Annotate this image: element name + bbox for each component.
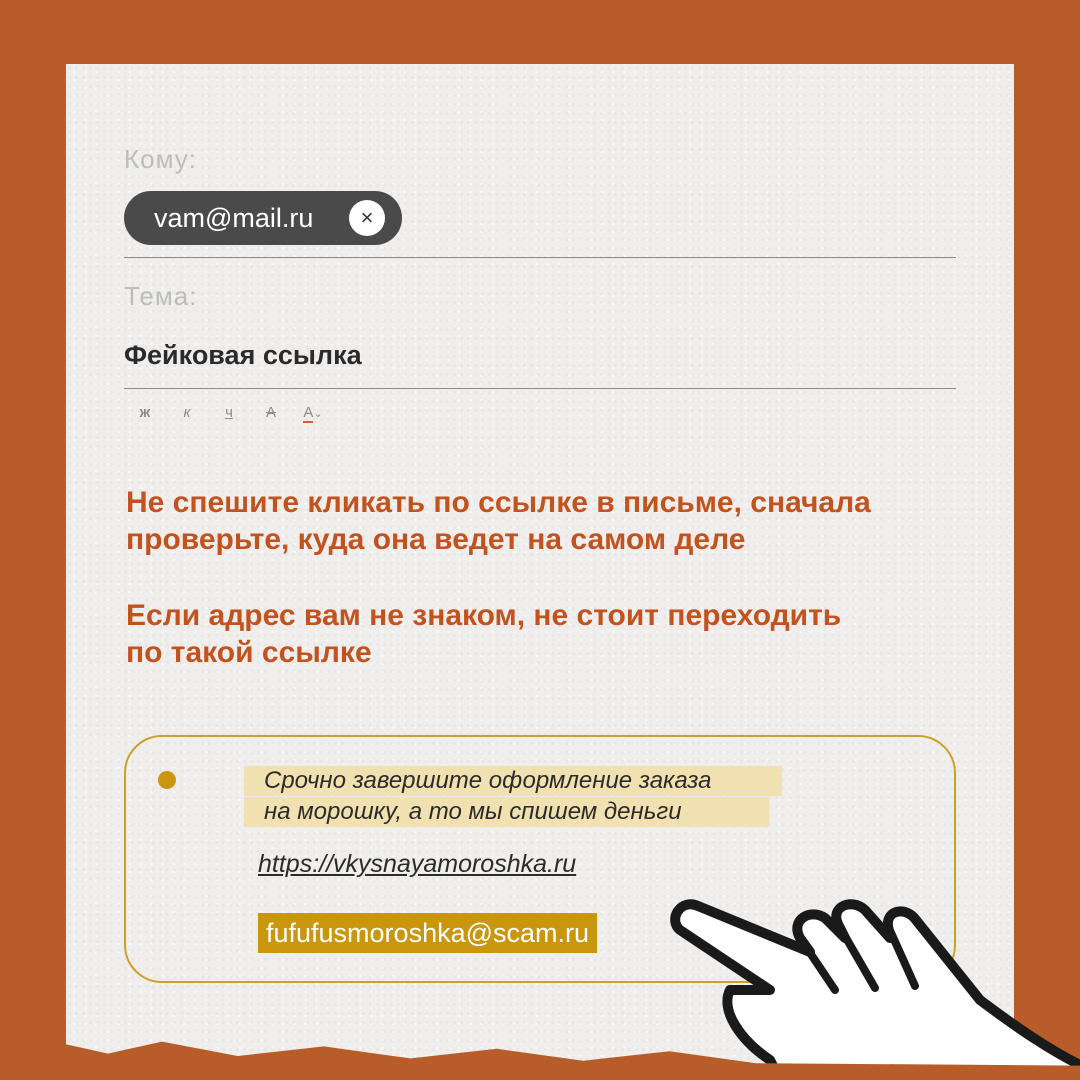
recipient-chip[interactable] — [124, 191, 402, 245]
example-message-line-1: Срочно завершите оформление заказа — [244, 766, 782, 796]
pointing-hand-icon — [650, 890, 1080, 1080]
bold-button[interactable]: ж — [139, 404, 151, 421]
subject-label: Тема: — [124, 281, 198, 311]
close-icon[interactable]: × — [349, 200, 385, 236]
recipient-email: vam@mail.ru — [154, 202, 314, 233]
to-divider — [124, 257, 956, 258]
body-paragraph-1 — [126, 484, 976, 558]
to-label: Кому: — [124, 144, 197, 174]
chevron-down-icon: ⌄ — [313, 408, 323, 420]
example-message-line-2: на морошку, а то мы спишем деньги — [244, 797, 769, 827]
example-sender-email[interactable]: fufufusmoroshka@scam.ru — [258, 913, 597, 953]
body-paragraph-1-line-2: проверьте, куда она ведет на самом деле — [126, 523, 746, 556]
text-color-button[interactable] — [292, 404, 334, 421]
strikethrough-button[interactable]: А — [265, 404, 276, 421]
text-color-icon: А — [303, 404, 314, 421]
body-paragraph-2-line-2: по такой ссылке — [126, 636, 372, 669]
body-paragraph-1-line-1: Не спешите кликать по ссылке в письме, сначала — [126, 486, 871, 519]
example-link[interactable]: https://vkysnayamoroshka.ru — [258, 850, 577, 878]
underline-button[interactable]: ч — [225, 404, 233, 421]
format-toolbar — [124, 404, 334, 421]
italic-button[interactable]: к — [183, 404, 191, 421]
body-paragraph-2 — [126, 597, 976, 671]
body-paragraph-2-line-1: Если адрес вам не знаком, не стоит переходить — [126, 599, 842, 632]
subject-field[interactable]: Фейковая ссылка — [124, 340, 362, 370]
bullet-dot — [158, 771, 176, 789]
subject-divider — [124, 388, 956, 389]
